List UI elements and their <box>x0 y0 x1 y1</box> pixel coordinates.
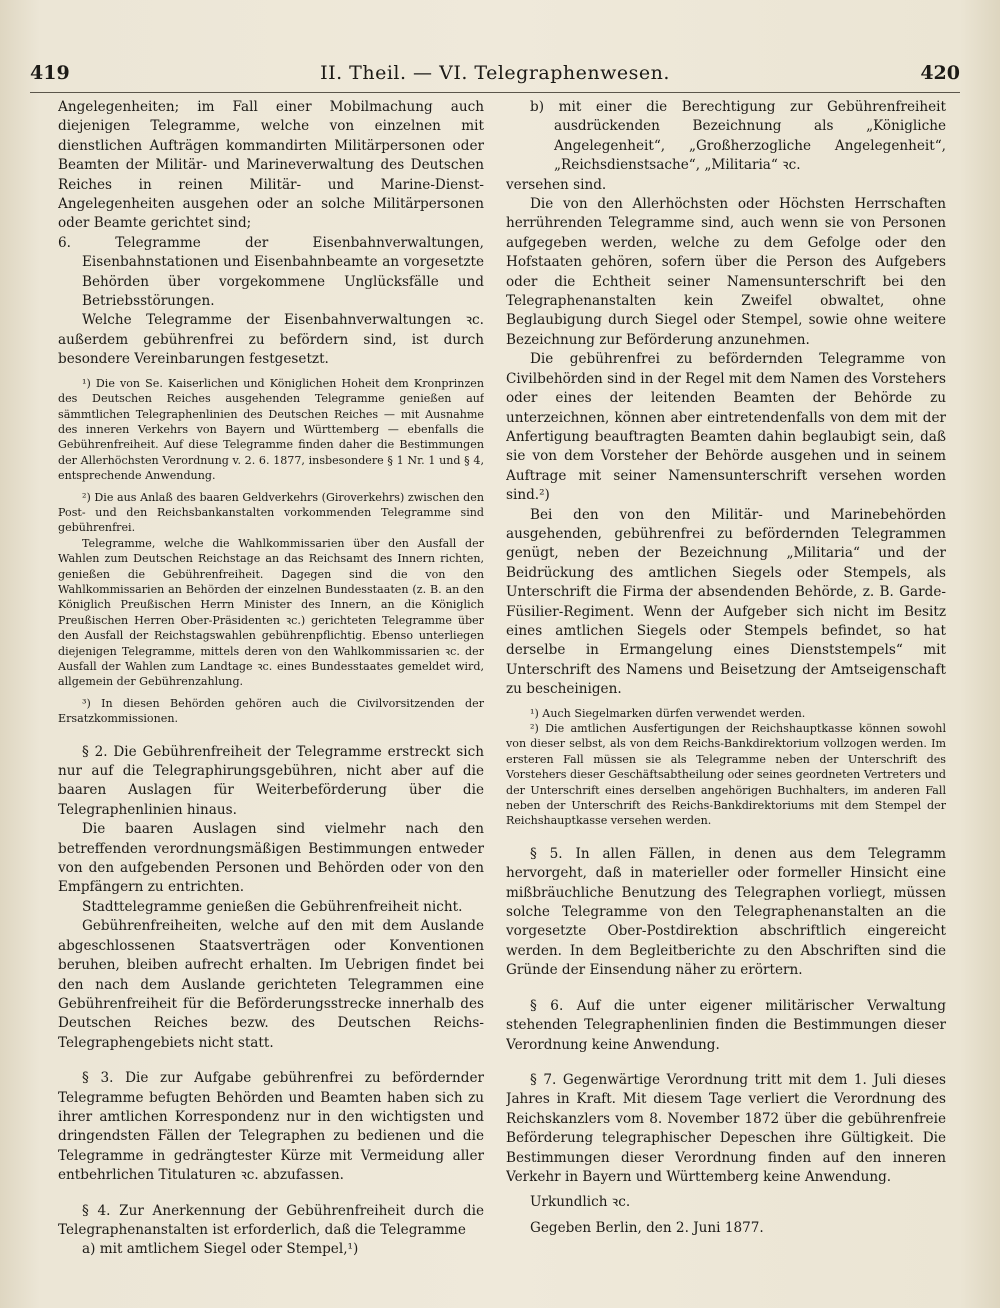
section-4-item-b: b) mit einer die Berechtigung zur Gebührenfreiheit ausdrückenden Bezeichnung als „Königliche Angelegenheit“, „Großherzogliche Angelegenheit“, „Reichsdienstsache“, „Militaria“ ꝛc. <box>530 99 946 174</box>
left-paragraph-1: Angelegenheiten; im Fall einer Mobilmachung auch diejenigen Telegramme, welche von einzelnen mit dienstlichen Aufträgen kommandirten Militärpersonen oder Beamten der Militär- und Marineverwaltung des Deutschen Reiches in reinen Militär- und Marine-Dienst-Angelegenheiten ausgehen oder an solche Militärpersonen oder Beamte gerichtet sind; <box>58 99 484 232</box>
left-item-6: 6. Telegramme der Eisenbahnverwaltungen, Eisenbahnstationen und Eisenbahnbeamte an vorgesetzte Behörden über vorgekommene Unglücksfälle und Betriebsstörungen. <box>58 234 484 310</box>
footnote-3-left: ³) In diesen Behörden gehören auch die Civilvorsitzenden der Ersatzkommissionen. <box>58 696 484 726</box>
footnote-2b-left: Telegramme, welche die Wahlkommissarien über den Ausfall der Wahlen zum Deutschen Reichstage an das Reichsamt des Innern richten, genießen die Gebührenfreiheit. Dagegen sind die von den Wahlkommissarien an Behörden der einzelnen Bundesstaaten (z. B. an den Königlich Preußischen Herrn Minister des Innern, an die Königlich Preußischen Herren Ober-Präsidenten ꝛc.) gerichteten Telegramme über den Ausfall der Reichstagswahlen gebührenpflichtig. Ebenso unterliegen diejenigen Telegramme, mittels deren von den Wahlkommissarien ꝛc. der Ausfall der Wahlen zum Landtage ꝛc. eines Bundesstaates gemeldet wird, allgemein der Gebührenzahlung. <box>58 536 484 689</box>
footnote-1-left: ¹) Die von Se. Kaiserlichen und Königlichen Hoheit dem Kronprinzen des Deutschen Reiches ausgehenden Telegramme genießen auf sämmtlichen Telegraphenlinien des Deutschen Reiches — mit Ausnahme des inneren Verkehrs von Bayern und Württemberg — ebenfalls die Gebührenfreiheit. Auf diese Telegramme finden daher die Bestimmungen der Allerhöchsten Verordnung v. 2. 6. 1877, insbesondere § 1 Nr. 1 und § 4, entsprechende Anwendung. <box>58 376 484 483</box>
section-4-item-a: a) mit amtlichem Siegel oder Stempel,¹) <box>82 1241 359 1258</box>
section-7: § 7. Gegenwärtige Verordnung tritt mit dem 1. Juli dieses Jahres in Kraft. Mit diesem Tage verliert die Verordnung des Reichskanzlers vom 8. November 1872 über die gebührenfreie Beförderung telegraphischer Depeschen ihre Gültigkeit. Die Bestimmungen dieser Verordnung finden auf den inneren Verkehr in Bayern und Württemberg keine Anwendung. <box>506 1071 946 1185</box>
section-6: § 6. Auf die unter eigener militärischer Verwaltung stehenden Telegraphenlinien finden die Bestimmungen dieser Verordnung keine Anwendung. <box>506 997 946 1053</box>
footnote-1-right: ¹) Auch Siegelmarken dürfen verwendet werden. <box>530 706 806 720</box>
page-header <box>30 58 960 88</box>
section-2-paragraph-c: Stadttelegramme genießen die Gebührenfreiheit nicht. <box>82 898 463 915</box>
left-paragraph-3: Welche Telegramme der Eisenbahnverwaltungen ꝛc. außerdem gebührenfrei zu befördern sind, ist durch besondere Vereinbarungen festgesetzt. <box>58 312 484 368</box>
section-2-paragraph-d: Gebührenfreiheiten, welche auf den mit dem Auslande abgeschlossenen Staatsverträgen oder Konventionen beruhen, bleiben aufrecht erhalten. Im Uebrigen findet bei den nach dem Auslande gerichteten Telegrammen eine Gebührenfreiheit für die Beförderungsstrecke innerhalb des Deutschen Reiches bezw. des Deutschen Reichs-Telegraphengebiets nicht statt. <box>58 918 484 1051</box>
left-column <box>58 98 484 1278</box>
header-rule <box>30 92 960 93</box>
urkundlich-line: Urkundlich ꝛc. <box>530 1194 631 1211</box>
right-paragraph-3: Bei den von den Militär- und Marinebehörden ausgehenden, gebührenfrei zu befördernden Telegrammen genügt, neben der Bezeichnung „Militaria“ und der Beidrückung des amtlichen Siegels oder Stempels, als Unterschrift die Firma der absendenden Behörde, z. B. Garde-Füsilier-Regiment. Wenn der Aufgeber sich nicht im Besitz eines amtlichen Siegels oder Stempels befindet, so hat derselbe in Ermangelung eines Dienststempels“ mit Unterschrift des Namens und Beisetzung der Amtseigenschaft zu bescheinigen. <box>506 506 946 698</box>
page-number-left: 419 <box>30 62 70 84</box>
page-number-right: 420 <box>920 62 960 84</box>
right-column <box>506 98 946 1278</box>
footnote-2a-left: ²) Die aus Anlaß des baaren Geldverkehrs (Giroverkehrs) zwischen den Post- und den Reichsbankanstalten vorkommenden Telegramme sind gebührenfrei. <box>58 490 484 535</box>
signature-line: Gegeben Berlin, den 2. Juni 1877. <box>530 1219 764 1236</box>
right-paragraph-2: Die gebührenfrei zu befördernden Telegramme von Civilbehörden sind in der Regel mit dem Namen des Vorstehers oder eines der leitenden Beamten der Behörde zu unterzeichnen, können aber eintretendenfalls von dem mit der Anfertigung beauftragten Beamten dahin beglaubigt sein, daß sie von dem Vorsteher der Behörde ausgehen und in seinem Auftrage mit seiner Namensunterschrift versehen worden sind.²) <box>506 351 946 504</box>
section-5: § 5. In allen Fällen, in denen aus dem Telegramm hervorgeht, daß in materieller oder formeller Hinsicht eine mißbräuchliche Benutzung des Telegraphen vorliegt, müssen solche Telegramme von den Telegraphenanstalten an die vorgesetzte Ober-Postdirektion abschriftlich eingereicht werden. In dem Begleitberichte zu den Abschriften sind die Gründe der Einsendung näher zu erörtern. <box>506 845 946 979</box>
section-4: § 4. Zur Anerkennung der Gebührenfreiheit durch die Telegraphenanstalten ist erforderlich, daß die Telegramme <box>58 1202 484 1238</box>
right-paragraph-1: Die von den Allerhöchsten oder Höchsten Herrschaften herrührenden Telegramme sind, auch wenn sie von Personen aufgegeben werden, welche zu dem Gefolge oder den Hofstaaten gehören, sofern über die Person des Aufgebers oder die Echtheit seiner Namensunterschrift bei den Telegraphenanstalten kein Zweifel obwaltet, ohne Beglaubigung durch Siegel oder Stempel, sowie ohne weitere Bezeichnung zur Beförderung anzunehmen. <box>506 196 946 348</box>
section-3: § 3. Die zur Aufgabe gebührenfrei zu befördernder Telegramme befugten Behörden und Beamten haben sich zu ihrer amtlichen Korrespondenz nur in den wichtigsten und dringendsten Fällen der Telegraphen zu bedienen und die Telegramme in gedrängtester Kürze mit Vermeidung aller entbehrlichen Titulaturen ꝛc. abzufassen. <box>58 1070 484 1184</box>
footnote-2-right: ²) Die amtlichen Ausfertigungen der Reichshauptkasse können sowohl von dieser selbst, als von dem Reichs-Bankdirektorium vollzogen werden. Im ersteren Fall müssen sie als Telegramme neben der Unterschrift des Vorstehers dieser Geschäftsabtheilung oder seines geordneten Vertreters und der Unterschrift eines derselben angehörigen Buchhalters, im anderen Fall neben der Unterschrift des Reichs-Bankdirektoriums mit dem Stempel der Reichshauptkasse versehen werden. <box>506 722 946 828</box>
running-title: II. Theil. — VI. Telegraphenwesen. <box>320 62 670 84</box>
section-2-paragraph-b: Die baaren Auslagen sind vielmehr nach den betreffenden verordnungsmäßigen Bestimmungen entweder von den aufgebenden Personen und Behörden oder von den Empfängern zu entrichten. <box>58 821 484 896</box>
versehen-line: versehen sind. <box>506 176 607 193</box>
section-2: § 2. Die Gebührenfreiheit der Telegramme erstreckt sich nur auf die Telegraphirungsgebühren, nicht aber auf die baaren Auslagen für Weiterbeförderung über die Telegraphenlinien hinaus. <box>58 743 484 818</box>
